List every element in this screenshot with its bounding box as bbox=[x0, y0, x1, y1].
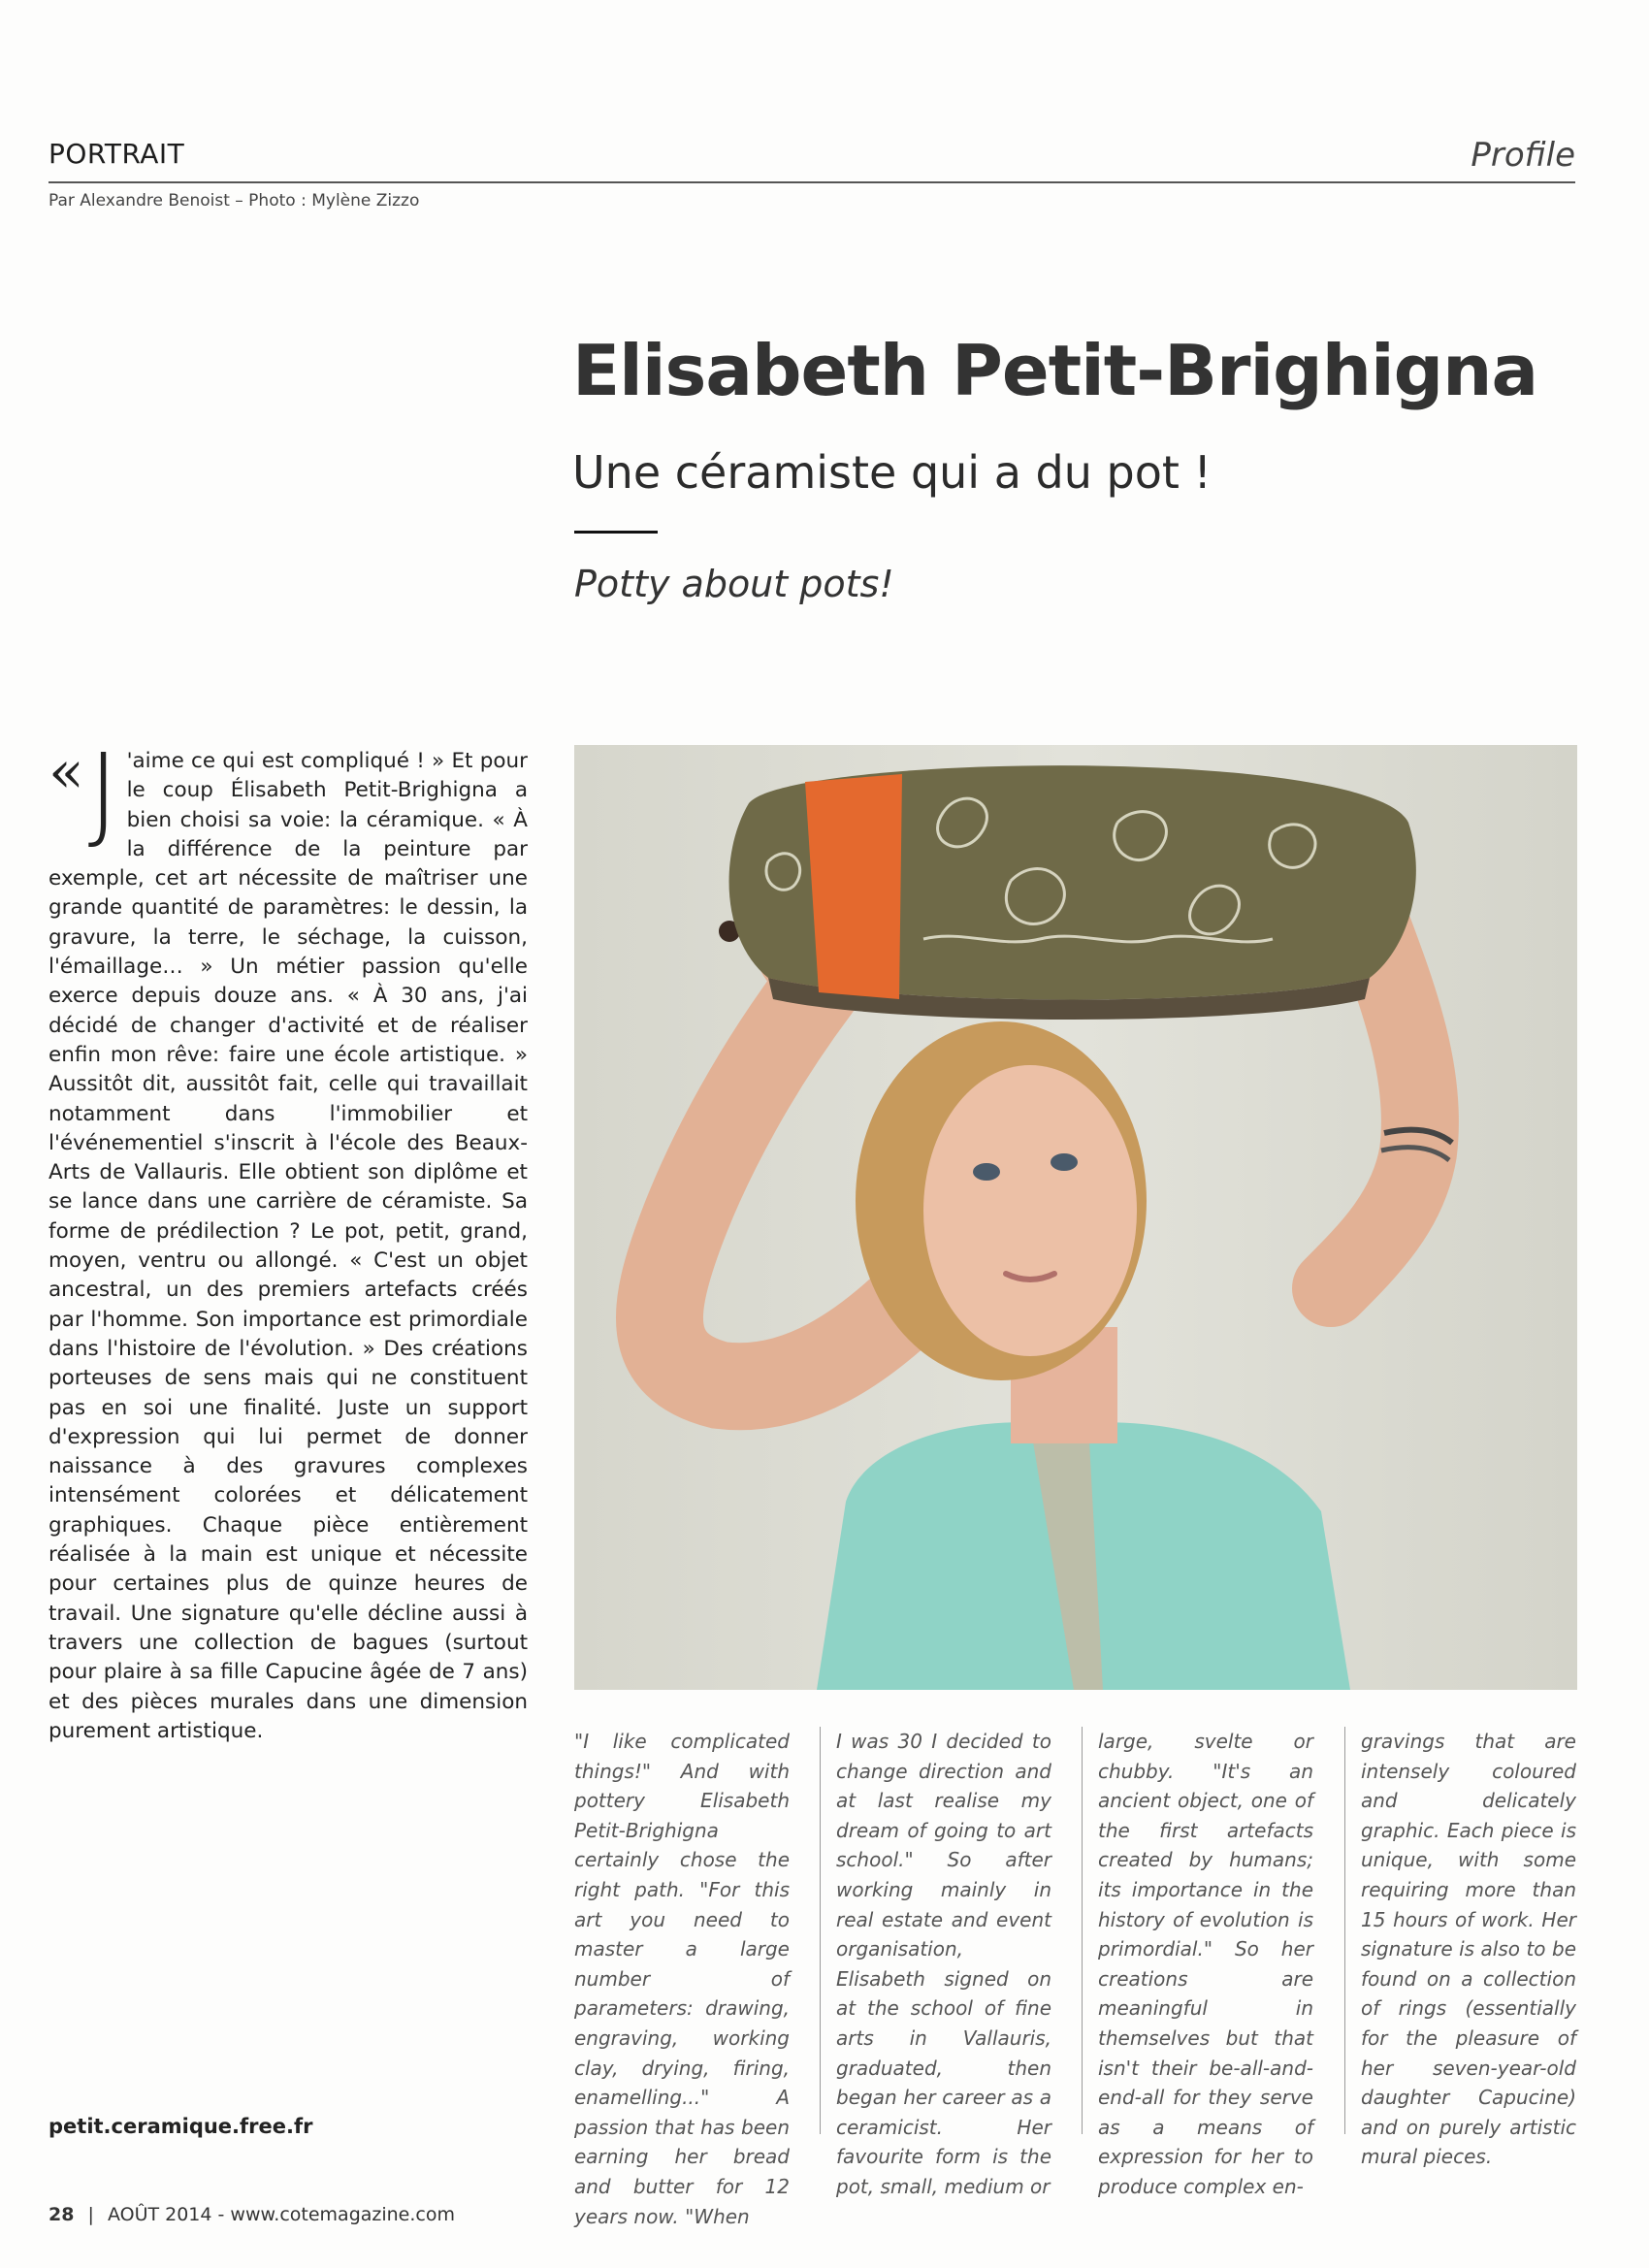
page-number: 28 bbox=[48, 2204, 75, 2225]
byline: Par Alexandre Benoist – Photo : Mylène Zizzo bbox=[48, 191, 420, 211]
column-divider bbox=[1082, 1727, 1083, 2134]
issue-and-site: AOÛT 2014 - www.cotemagazine.com bbox=[107, 2204, 455, 2225]
drop-cap: J bbox=[87, 732, 119, 854]
section-label-english: Profile bbox=[1471, 136, 1575, 175]
portrait-illustration bbox=[574, 745, 1577, 1690]
page-footer bbox=[48, 2204, 455, 2225]
article-body-french bbox=[48, 732, 528, 1746]
english-column-1: "I like complicated things!" And with pottery Elisabeth Petit-Brighigna certainly chose the right path. "For this art you need to master a large number of parameters: drawing, engraving, working clay, drying, firing, enamelling..." A passion that has been earning her bread and butter for 12 years now. "When bbox=[574, 1730, 790, 2228]
footer-separator: | bbox=[87, 2204, 94, 2225]
eye bbox=[1051, 1153, 1078, 1171]
eye bbox=[973, 1163, 1000, 1181]
article-body-text: 'aime ce qui est compliqué ! » Et pour le coup Élisabeth Petit-Brighigna a bien choisi sa voie: la céramique. « À la différence de la peinture par exemple, cet art nécessite de maîtriser une grande quantité de paramètres: le dessin, la gravure, la terre, le séchage, la cuisson, l'émaillage… » Un métier passion qu'elle exerce depuis douze ans. « À 30 ans, j'ai décidé de changer d'activité et de réaliser enfin mon rêve: faire une école artistique. » Aussitôt dit, aussitôt fait, celle qui travaillait notamment dans l'immobilier et l'événementiel s'inscrit à l'école des Beaux-Arts de Vallauris. Elle obtient son diplôme et se lance dans une carrière de céramiste. Sa forme de prédilection ? Le pot, petit, grand, moyen, ventru ou allongé. « C'est un objet ancestral, un des premiers artefacts créés par l'homme. Son importance est primordiale dans l'histoire de l'évolution. » Des créations porteuses de sens mais qui ne constituent pas en soi une finalité. Juste un support d'expression qui lui permet de donner naissance à des gravures complexes intensément colorées et délicatement graphiques. Chaque pièce entièrement réalisée à la main est unique et nécessite pour certaines plus de quinze heures de travail. Une signature qu'elle décline aussi à travers une collection de bagues (surtout pour plaire à sa fille Capucine âgée de 7 ans) et des pièces murales dans une dimension purement artistique. bbox=[48, 749, 528, 1743]
portrait-photo bbox=[574, 745, 1577, 1690]
article-subtitle-english: Potty about pots! bbox=[574, 563, 894, 605]
pot-orange-stripe bbox=[805, 774, 902, 999]
face bbox=[923, 1065, 1137, 1356]
english-column-3: large, svelte or chubby. "It's an ancient object, one of the first artefacts created by humans; its importance in the history of evolution is primordial." So her creations are meaningful in themselves but that isn't their be-all-and-end-all for they serve as a means of expression for her to produce complex en- bbox=[1098, 1730, 1313, 2198]
article-title: Elisabeth Petit-Brighigna bbox=[572, 330, 1538, 411]
column-divider bbox=[1344, 1727, 1345, 2134]
header-divider bbox=[48, 181, 1575, 183]
section-label: PORTRAIT bbox=[48, 138, 185, 170]
english-column-4: gravings that are intensely coloured and delicately graphic. Each piece is unique, with some requiring more than 15 hours of work. Her signature is also to be found on a collection of rings (essentially for the pleasure of her seven-year-old daughter Capucine) and on purely artistic mural pieces. bbox=[1361, 1730, 1576, 2169]
opening-quote-mark: « bbox=[48, 738, 84, 806]
article-subtitle: Une céramiste qui a du pot ! bbox=[572, 446, 1212, 499]
artist-website[interactable]: petit.ceramique.free.fr bbox=[48, 2115, 313, 2138]
column-divider bbox=[820, 1727, 821, 2134]
title-divider bbox=[574, 531, 658, 534]
english-column-2: I was 30 I decided to change direction and at last realise my dream of going to art school." So after working mainly in real estate and event organisation, Elisabeth signed on at the school of fine arts in Vallauris, graduated, then began her career as a ceramicist. Her favourite form is the pot, small, medium or bbox=[836, 1730, 1051, 2198]
